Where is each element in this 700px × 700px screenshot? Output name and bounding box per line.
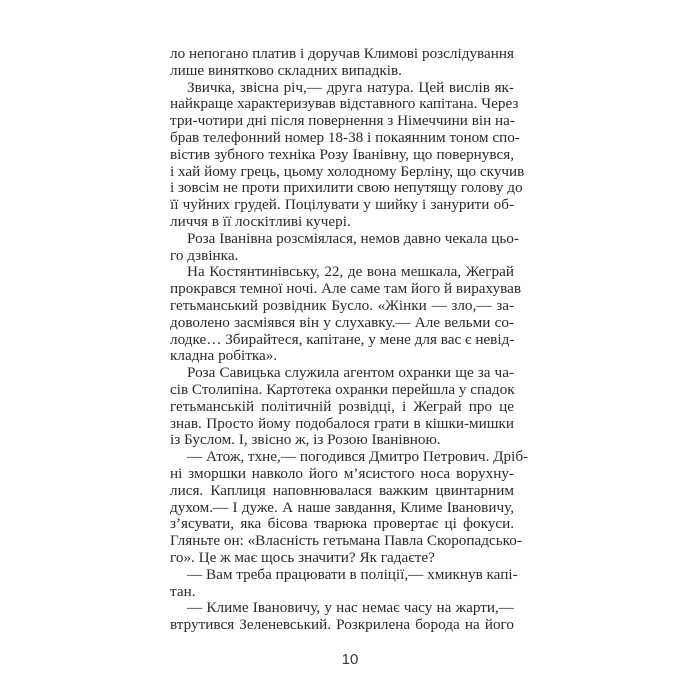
text-line: брав телефонний номер 18-38 і покаянним тоном спо- — [170, 128, 520, 146]
text-line: Роза Іванівна розсміялася, немов давно чекала цьо- — [187, 229, 519, 247]
text-line: — Атож, тхне,— погодився Дмитро Петрович. Дріб- — [187, 448, 529, 466]
text-line: — Климе Івановичу, у нас немає часу на жарти,— — [187, 599, 514, 617]
text-line: Роза Савицька служила агентом охранки ще за ча- — [187, 364, 514, 382]
text-line: На Костянтинівську, 22, де вона мешкала, Жеграй — [187, 263, 514, 281]
text-line: її чуйних грудей. Поцілувати у шийку і занурити об- — [170, 196, 514, 214]
text-line: ні зморшки навколо його м’ясистого носа ворухну- — [170, 464, 514, 482]
text-line: втрутився Зеленевський. Розкрилена борода на його — [170, 616, 514, 634]
text-line: го». Це ж має щось значити? Як гадаєте? — [170, 548, 435, 566]
text-line: три-чотири дні після повернення з Німеччини він на- — [170, 112, 515, 130]
text-line: — Вам треба працювати в поліції,— хмикнув капі- — [187, 565, 518, 583]
text-line: доволено засміявся він у слухавку.— Але вельми со- — [170, 313, 514, 331]
text-line: тан. — [170, 582, 196, 600]
text-line: з’ясувати, яка бісова тварюка провертає ці фокуси. — [170, 515, 514, 533]
text-line: вістив зубного техніка Розу Іванівну, що повернувся, — [170, 145, 514, 163]
text-line: кладна робітка». — [170, 347, 278, 365]
text-line: лися. Каплиця наповнювалася важким цвинтарним — [170, 481, 514, 499]
text-line: гетьманській політичній розвідці, і Жеграй про це — [170, 397, 514, 415]
text-line: Гляньте он: «Власність гетьмана Павла Скоропадсько- — [170, 532, 522, 550]
text-line: найкраще характеризував відставного капітана. Через — [170, 95, 519, 113]
text-line: го дзвінка. — [170, 246, 239, 264]
text-line: і зовсім не проти прихилити свою непутящу голову до — [170, 179, 523, 197]
text-line: знав. Просто йому подобалося грати в кішки-мишки — [170, 414, 514, 432]
text-line: лише винятково складних випадків. — [170, 61, 402, 79]
text-line: із Буслом. І, звісно ж, із Розою Іванівною. — [170, 431, 441, 449]
text-line: прокрався темної ночі. Але саме там його й вирахував — [170, 280, 522, 298]
text-line: духом.— І дуже. А наше завдання, Климе Івановичу, — [170, 498, 514, 516]
text-line: Звичка, звісна річ,— друга натура. Цей вислів як- — [187, 78, 514, 96]
text-line: і хай йому грець, цьому холодному Берліну, що скучив — [170, 162, 525, 180]
text-line: лодке… Збирайтеся, капітане, у мене для вас є невід- — [170, 330, 515, 348]
text-line: гетьманський розвідник Бусло. «Жінки — зло,— за- — [170, 296, 514, 314]
body-text — [170, 45, 529, 634]
text-line: сів Столипіна. Картотека охранки перейшла у спадок — [170, 380, 515, 398]
page-number: 10 — [341, 651, 359, 668]
text-line: личчя в її лоскітливі кучері. — [170, 212, 351, 230]
text-line: ло непогано платив і доручав Климові розслідування — [170, 45, 514, 62]
